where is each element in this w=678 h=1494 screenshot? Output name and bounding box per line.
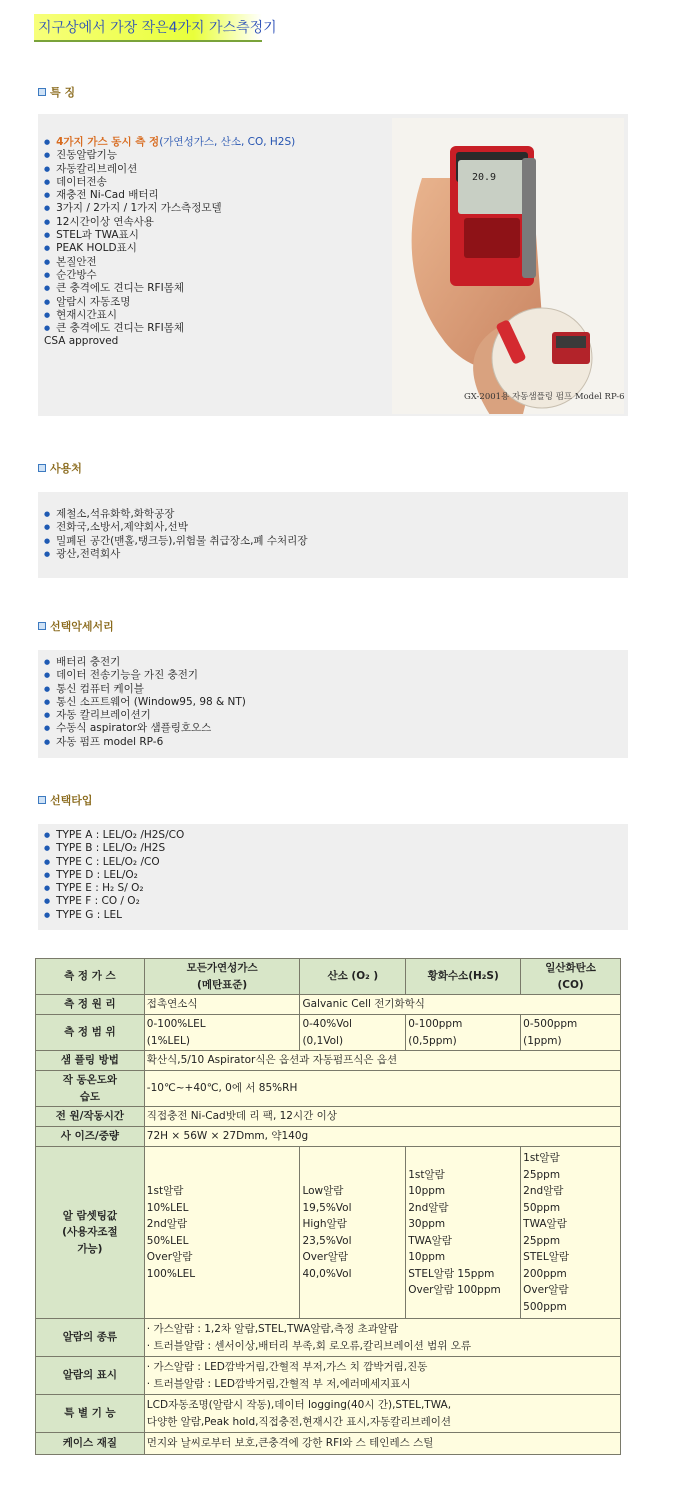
- gas-detector-image: [392, 118, 624, 414]
- alarm-line: 1st알람: [408, 1168, 445, 1181]
- list-item: ● PEAK HOLD표시: [44, 242, 295, 255]
- alarm-line: 10ppm: [408, 1251, 446, 1263]
- row-label: 알람의 종류: [36, 1319, 145, 1357]
- list-item: ● 데이터 전송기능을 가진 충전기: [44, 669, 246, 682]
- list-item: ● 밀폐된 공간(맨홀,탱크등),위험물 취급장소,폐 수처리장: [44, 535, 307, 548]
- table-row: [36, 1051, 621, 1071]
- list-item: ● 통신 컴퓨터 케이블: [44, 683, 246, 696]
- alarm-line: 23,5%Vol: [302, 1234, 352, 1247]
- spec-table: [35, 958, 621, 1455]
- table-row: [36, 1433, 621, 1455]
- alarm-line: Over알람: [523, 1284, 569, 1296]
- alarm-line: TWA알람: [523, 1218, 567, 1230]
- alarm-line: 50%LEL: [146, 1234, 189, 1247]
- page-banner: [34, 14, 277, 42]
- list-item: ● 본질안전: [44, 256, 295, 269]
- cell: 0-500ppm (1ppm): [521, 1015, 621, 1051]
- list-item: ● 12시간이상 연속사용: [44, 216, 295, 229]
- alarm-line: 200ppm: [523, 1267, 567, 1280]
- alarm-line: 10ppm: [408, 1185, 446, 1197]
- list-item: ● 큰 충격에도 견디는 RFI몸체: [44, 282, 295, 295]
- list-item: ● TYPE G : LEL: [44, 909, 184, 922]
- alarm-line: 25ppm: [523, 1168, 561, 1181]
- features-footer: CSA approved: [44, 335, 119, 348]
- alarm-line: 2nd알람: [146, 1218, 188, 1230]
- list-item: ● 데이터전송: [44, 176, 295, 189]
- alarm-line: Over알람 100ppm: [408, 1284, 501, 1296]
- list-item: ● 통신 소프트웨어 (Window95, 98 & NT): [44, 696, 246, 709]
- list-item: ● TYPE E : H₂ S/ O₂: [44, 882, 184, 895]
- cell: [521, 1147, 621, 1319]
- row-label: 전 원/작동시간: [36, 1107, 145, 1127]
- list-item: ● 알람시 자동조명: [44, 296, 295, 309]
- list-item: ● 광산,전력회사: [44, 548, 307, 561]
- row-label: 알람의 표시: [36, 1357, 145, 1395]
- types-box: [38, 824, 628, 930]
- cell: · 가스알람 : LED깜박거림,간혈적 부저,가스 치 깜박거림,진동 · 트러블알람 : LED깜박거림,간혈적 부 저,에러메세지표시: [144, 1357, 620, 1395]
- row-label: 샘 플링 방법: [36, 1051, 145, 1071]
- list-item: ● STEL과 TWA표시: [44, 229, 295, 242]
- table-row: [36, 1127, 621, 1147]
- list-item: ● 전화국,소방서,제약회사,선박: [44, 521, 307, 534]
- table-row: [36, 1395, 621, 1433]
- square-bullet-icon: [38, 464, 46, 472]
- list-item: ● 순간방수: [44, 269, 295, 282]
- list-item: ● 배터리 충전기: [44, 656, 246, 669]
- alarm-line: 1st알람: [146, 1185, 184, 1197]
- usage-list: [44, 508, 307, 561]
- cell: 72H × 56W × 27Dmm, 약140g: [144, 1127, 620, 1147]
- header-label: 측 정 가 스: [36, 959, 145, 995]
- types-heading: 선택타입: [38, 792, 93, 808]
- table-row: [36, 1147, 621, 1319]
- cell: 접촉연소식: [144, 995, 300, 1015]
- cell: 직접충전 Ni-Cad밧데 리 팩, 12시간 이상: [144, 1107, 620, 1127]
- alarm-line: 10%LEL: [146, 1201, 189, 1214]
- cell: Galvanic Cell 전기화학식: [300, 995, 621, 1015]
- cell: 0-100ppm (0,5ppm): [406, 1015, 521, 1051]
- list-item: ● 4가지 가스 동시 측 정(가연성가스, 산소, CO, H2S): [44, 136, 295, 149]
- list-item: ● 자동칼리브레이션: [44, 163, 295, 176]
- header-col1: 모든가연성가스 (메탄표준): [144, 959, 300, 995]
- list-item: ● 제철소,석유화학,화학공장: [44, 508, 307, 521]
- header-col4: 일산화탄소 (CO): [521, 959, 621, 995]
- alarm-line: 50ppm: [523, 1201, 561, 1214]
- row-label: 알 람셋팅값 (사용자조절 가능): [36, 1147, 145, 1319]
- list-item: ● TYPE C : LEL/O₂ /CO: [44, 856, 184, 869]
- cell: -10℃~+40℃, 0에 서 85%RH: [144, 1071, 620, 1107]
- table-row: [36, 1357, 621, 1395]
- list-item: ● TYPE B : LEL/O₂ /H2S: [44, 842, 184, 855]
- accessories-list: [44, 656, 246, 749]
- device-readout: 20.9: [472, 172, 497, 183]
- cell: 0-40%Vol (0,1Vol): [300, 1015, 406, 1051]
- row-label: 측 정 범 위: [36, 1015, 145, 1051]
- list-item: ● 현재시간표시: [44, 309, 295, 322]
- alarm-line: 1st알람: [523, 1152, 560, 1164]
- cell: [300, 1147, 406, 1319]
- list-item: ● 진동알람기능: [44, 149, 295, 162]
- table-row: [36, 1107, 621, 1127]
- alarm-line: High알람: [302, 1218, 347, 1230]
- alarm-line: 40,0%Vol: [302, 1267, 352, 1280]
- list-item: ● 자동 펌프 model RP-6: [44, 736, 246, 749]
- row-label: 측 정 원 리: [36, 995, 145, 1015]
- alarm-line: 500ppm: [523, 1300, 567, 1313]
- photo-caption: GX-2001용 자동샘플링 펌프 Model RP-6: [464, 392, 624, 402]
- row-label: 케이스 재질: [36, 1433, 145, 1455]
- table-row: [36, 1071, 621, 1107]
- list-item: ● 수동식 aspirator와 샘플링호오스: [44, 722, 246, 735]
- alarm-line: Low알람: [302, 1185, 344, 1197]
- alarm-line: STEL알람: [523, 1251, 570, 1263]
- features-heading: 특 징: [38, 84, 75, 100]
- list-item: ● TYPE F : CO / O₂: [44, 895, 184, 908]
- product-photo: [392, 118, 624, 414]
- alarm-line: 100%LEL: [146, 1267, 196, 1280]
- alarm-line: Over알람: [146, 1251, 193, 1263]
- cell: 확산식,5/10 Aspirator식은 옵션과 자동펌프식은 옵션: [144, 1051, 620, 1071]
- list-item: ● 큰 충격에도 견디는 RFI몸체: [44, 322, 295, 335]
- header-col3: 황화수소(H₂S): [406, 959, 521, 995]
- table-row: [36, 995, 621, 1015]
- list-item: ● 3가지 / 2가지 / 1가지 가스측정모델: [44, 202, 295, 215]
- cell: · 가스알람 : 1,2차 알람,STEL,TWA알람,측정 초과알람 · 트러블알람 : 센서이상,배터리 부족,회 로오류,칼리브레이션 범위 오류: [144, 1319, 620, 1357]
- accessories-box: [38, 650, 628, 758]
- square-bullet-icon: [38, 622, 46, 630]
- square-bullet-icon: [38, 796, 46, 804]
- accessories-heading: 선택악세서리: [38, 618, 114, 634]
- list-item: ● TYPE A : LEL/O₂ /H2S/CO: [44, 829, 184, 842]
- row-label: 작 동온도와 습도: [36, 1071, 145, 1107]
- alarm-line: 25ppm: [523, 1234, 561, 1247]
- cell: [144, 1147, 300, 1319]
- types-list: [44, 829, 184, 922]
- cell: LCD자동조명(알람시 작동),데이터 logging(40시 간),STEL,TWA, 다양한 알람,Peak hold,직접충전,현재시간 표시,자동칼리브레이션: [144, 1395, 620, 1433]
- row-label: 사 이즈/중량: [36, 1127, 145, 1147]
- list-item: ● TYPE D : LEL/O₂: [44, 869, 184, 882]
- banner-title: 지구상에서 가장 작은4가지 가스측정기: [38, 20, 277, 36]
- cell: 먼지와 날씨로부터 보호,큰충격에 강한 RFI와 스 테인레스 스틸: [144, 1433, 620, 1455]
- alarm-line: STEL알람 15ppm: [408, 1267, 495, 1280]
- usage-box: [38, 492, 628, 578]
- alarm-line: 19,5%Vol: [302, 1201, 352, 1214]
- row-label: 특 별 기 능: [36, 1395, 145, 1433]
- list-item: ● 자동 칼리브레이션기: [44, 709, 246, 722]
- table-row: [36, 959, 621, 995]
- alarm-line: TWA알람: [408, 1234, 452, 1247]
- alarm-line: 2nd알람: [408, 1201, 449, 1214]
- features-list: [44, 136, 295, 335]
- square-bullet-icon: [38, 88, 46, 96]
- usage-heading: 사용처: [38, 460, 82, 476]
- cell: [406, 1147, 521, 1319]
- table-row: [36, 1015, 621, 1051]
- table-row: [36, 1319, 621, 1357]
- list-item: ● 재충전 Ni-Cad 배터리: [44, 189, 295, 202]
- cell: 0-100%LEL (1%LEL): [144, 1015, 300, 1051]
- alarm-line: 30ppm: [408, 1218, 446, 1230]
- alarm-line: Over알람: [302, 1251, 348, 1263]
- header-col2: 산소 (O₂ ): [300, 959, 406, 995]
- alarm-line: 2nd알람: [523, 1185, 564, 1197]
